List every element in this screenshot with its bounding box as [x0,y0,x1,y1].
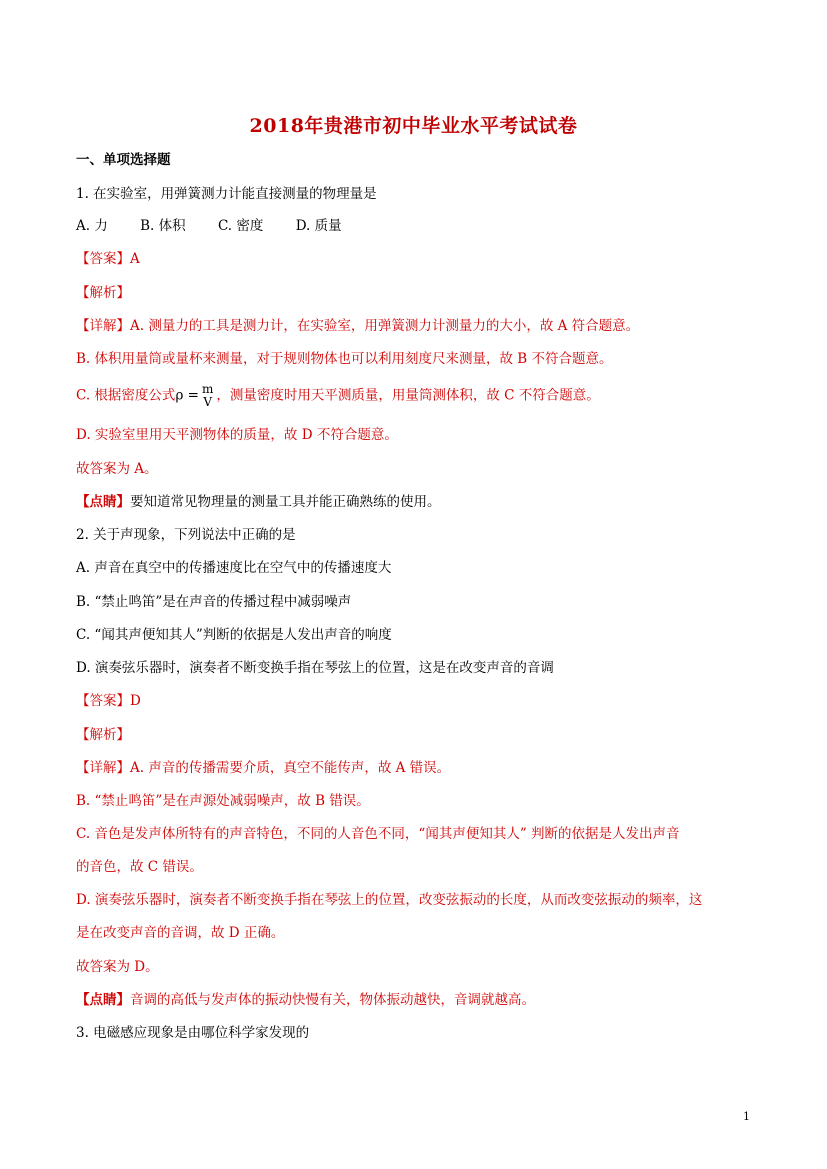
q2-option-c: C. “闻其声便知其人”判断的依据是人发出声音的响度 [76,627,392,643]
q1-detail-c-pre: C. 根据密度公式 [76,387,176,404]
formula-denominator: V [203,395,213,409]
q1-detail-a: 【详解】A. 测量力的工具是测力计，在实验室，用弹簧测力计测量力的大小，故 A 符合题意。 [76,318,640,334]
q1-detail-b: B. 体积用量筒或量杯来测量，对于规则物体也可以利用刻度尺来测量，故 B 不符合题意。 [76,351,613,367]
q1-option-c: C. 密度 [217,218,264,234]
q1-answer: 【答案】A [76,251,140,267]
q2-detail-d-line1: D. 演奏弦乐器时，演奏者不断变换手指在琴弦上的位置，改变弦振动的长度，从而改变弦振动的频率，这 [76,892,703,908]
q2-detail-b: B. “禁止鸣笛”是在声源处减弱噪声，故 B 错误。 [76,793,370,809]
q1-conclusion: 故答案为 A。 [76,461,158,477]
q2-detail-c-line2: 的音色，故 C 错误。 [76,859,203,875]
q1-option-a: A. 力 [76,218,108,234]
q2-comment [76,990,535,1010]
page-title: 2018年贵港市初中毕业水平考试试卷 [249,115,578,137]
q2-comment-text: 音调的高低与发声体的振动快慢有关，物体振动越快，音调就越高。 [130,992,535,1008]
q2-option-a: A. 声音在真空中的传播速度比在空气中的传播速度大 [76,560,392,576]
q1-option-b: B. 体积 [140,218,186,234]
density-formula-rho: ρ = [175,387,199,404]
q1-detail-d: D. 实验室里用天平测物体的质量，故 D 不符合题意。 [76,427,398,443]
q1-stem: 1. 在实验室，用弹簧测力计能直接测量的物理量是 [76,186,377,202]
q1-option-d: D. 质量 [295,218,342,234]
q1-comment [76,492,441,512]
q1-detail-c [76,383,600,409]
q1-comment-label: 【点睛】 [76,494,130,510]
q2-option-d: D. 演奏弦乐器时，演奏者不断变换手指在琴弦上的位置，这是在改变声音的音调 [76,660,554,676]
q2-detail-a: 【详解】A. 声音的传播需要介质，真空不能传声，故 A 错误。 [76,760,451,776]
formula-numerator: m [201,382,214,396]
q1-options [76,216,370,236]
q2-detail-d-line2: 是在改变声音的音调，故 D 正确。 [76,925,285,941]
q1-detail-c-post: ，测量密度时用天平测质量，用量筒测体积，故 C 不符合题意。 [216,387,600,404]
page-number: 1 [743,1110,750,1123]
q1-analysis-label: 【解析】 [76,285,130,301]
section-heading: 一、单项选择题 [76,152,171,168]
q3-stem: 3. 电磁感应现象是由哪位科学家发现的 [76,1025,310,1041]
q2-stem: 2. 关于声现象，下列说法中正确的是 [76,527,296,543]
q1-comment-text: 要知道常见物理量的测量工具并能正确熟练的使用。 [130,494,441,510]
q2-analysis-label: 【解析】 [76,727,130,743]
q2-detail-c-line1: C. 音色是发声体所特有的声音特色，不同的人音色不同，“闻其声便知其人” 判断的依据是人发出声音 [76,826,680,842]
q2-answer: 【答案】D [76,693,141,709]
density-formula-fraction [202,383,213,409]
q2-comment-label: 【点睛】 [76,992,130,1008]
q2-option-b: B. “禁止鸣笛”是在声音的传播过程中减弱噪声 [76,594,352,610]
q2-conclusion: 故答案为 D。 [76,959,159,975]
